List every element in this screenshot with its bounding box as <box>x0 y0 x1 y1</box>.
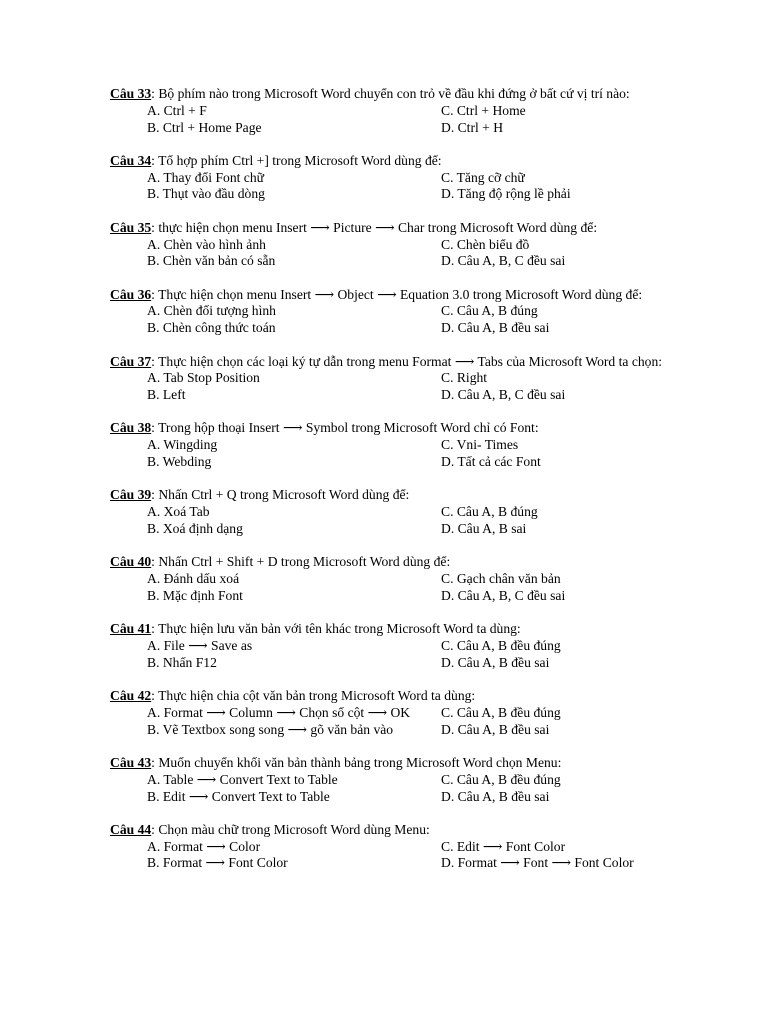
option-c: C. Right <box>441 370 488 386</box>
option-a: A. Format ⟶ Color <box>147 838 261 854</box>
question-stem <box>110 755 694 772</box>
question-number: Câu 43 <box>110 754 152 770</box>
question-number: Câu 37 <box>110 353 152 369</box>
option-d: D. Format ⟶ Font ⟶ Font Color <box>441 855 634 871</box>
question-number: Câu 38 <box>110 420 152 436</box>
answer-options <box>110 370 694 404</box>
question-stem <box>110 822 694 839</box>
option-b: B. Ctrl + Home Page <box>147 119 262 135</box>
answer-options <box>110 772 694 806</box>
question-stem <box>110 420 694 437</box>
option-a: A. Xoá Tab <box>147 504 210 520</box>
option-a: A. Chèn vào hình ảnh <box>147 236 266 252</box>
question-stem <box>110 688 694 705</box>
option-d: D. Tất cả các Font <box>441 454 541 470</box>
option-b: B. Mặc định Font <box>147 587 243 603</box>
question-number: Câu 39 <box>110 487 152 503</box>
answer-options <box>110 437 694 471</box>
option-d: D. Câu A, B, C đều sai <box>441 387 566 403</box>
question-text: : Tổ hợp phím Ctrl +] trong Microsoft Word dùng để: <box>151 152 442 168</box>
question-number: Câu 36 <box>110 286 152 302</box>
option-c: C. Câu A, B đúng <box>441 504 538 520</box>
question-37 <box>110 354 694 404</box>
option-c: C. Chèn biểu đồ <box>441 236 530 252</box>
question-35 <box>110 220 694 270</box>
question-stem <box>110 287 694 304</box>
answer-options <box>110 839 694 873</box>
option-d: D. Câu A, B đều sai <box>441 320 550 336</box>
question-number: Câu 42 <box>110 688 152 704</box>
question-number: Câu 33 <box>110 86 152 101</box>
option-c: C. Câu A, B đều đúng <box>441 637 561 653</box>
option-c: C. Câu A, B đúng <box>441 303 538 319</box>
question-text: : Bộ phím nào trong Microsoft Word chuyển con trỏ về đầu khi đứng ở bất cứ vị trí nào: <box>151 86 630 101</box>
option-b: B. Edit ⟶ Convert Text to Table <box>147 788 330 804</box>
question-stem <box>110 554 694 571</box>
option-a: A. Đánh dấu xoá <box>147 571 240 587</box>
answer-options <box>110 170 694 204</box>
question-stem <box>110 354 694 371</box>
question-41 <box>110 621 694 671</box>
question-stem <box>110 220 694 237</box>
option-c: C. Câu A, B đều đúng <box>441 704 561 720</box>
question-40 <box>110 554 694 604</box>
question-number: Câu 44 <box>110 821 152 837</box>
question-number: Câu 34 <box>110 152 152 168</box>
answer-options <box>110 103 694 137</box>
question-42 <box>110 688 694 738</box>
option-d: D. Câu A, B, C đều sai <box>441 253 566 269</box>
question-text: : Thực hiện chọn các loại ký tự dẫn trong menu Format ⟶ Tabs của Microsoft Word ta chọn: <box>151 353 663 369</box>
option-c: C. Tăng cỡ chữ <box>441 169 525 185</box>
answer-options <box>110 303 694 337</box>
option-d: D. Câu A, B đều sai <box>441 788 550 804</box>
answer-options <box>110 571 694 605</box>
option-b: B. Webding <box>147 454 212 470</box>
option-c: C. Câu A, B đều đúng <box>441 771 561 787</box>
option-a: A. Tab Stop Position <box>147 370 260 386</box>
question-34 <box>110 153 694 203</box>
question-number: Câu 40 <box>110 554 152 570</box>
question-stem <box>110 86 694 103</box>
question-text: : Thực hiện chọn menu Insert ⟶ Object ⟶ Equation 3.0 trong Microsoft Word dùng để: <box>151 286 643 302</box>
question-text: : Nhấn Ctrl + Shift + D trong Microsoft Word dùng để: <box>151 554 451 570</box>
question-44 <box>110 822 694 872</box>
answer-options <box>110 504 694 538</box>
option-a: A. Ctrl + F <box>147 102 207 118</box>
answer-options <box>110 638 694 672</box>
option-a: A. Thay đổi Font chữ <box>147 169 264 185</box>
option-b: B. Vẽ Textbox song song ⟶ gõ văn bản vào <box>147 721 394 737</box>
option-a: A. Wingding <box>147 437 218 453</box>
question-text: : thực hiện chọn menu Insert ⟶ Picture ⟶ Char trong Microsoft Word dùng để: <box>151 219 598 235</box>
option-c: C. Vni- Times <box>441 437 519 453</box>
question-number: Câu 35 <box>110 219 152 235</box>
question-text: : Muốn chuyển khối văn bản thành bảng trong Microsoft Word chọn Menu: <box>151 754 562 770</box>
question-stem <box>110 487 694 504</box>
option-b: B. Format ⟶ Font Color <box>147 855 288 871</box>
question-43 <box>110 755 694 805</box>
question-36 <box>110 287 694 337</box>
question-39 <box>110 487 694 537</box>
question-text: : Thực hiện chia cột văn bản trong Microsoft Word ta dùng: <box>151 688 476 704</box>
option-d: D. Ctrl + H <box>441 119 504 135</box>
question-stem <box>110 153 694 170</box>
option-a: A. Format ⟶ Column ⟶ Chọn số cột ⟶ OK <box>147 704 411 720</box>
question-text: : Thực hiện lưu văn bản với tên khác trong Microsoft Word ta dùng: <box>151 621 521 637</box>
answer-options <box>110 237 694 271</box>
option-d: D. Câu A, B đều sai <box>441 721 550 737</box>
question-38 <box>110 420 694 470</box>
question-text: : Chọn màu chữ trong Microsoft Word dùng Menu: <box>151 821 430 837</box>
option-d: D. Tăng độ rộng lề phải <box>441 186 571 202</box>
question-stem <box>110 621 694 638</box>
option-b: B. Chèn công thức toán <box>147 320 276 336</box>
question-text: : Trong hộp thoại Insert ⟶ Symbol trong Microsoft Word chỉ có Font: <box>151 420 539 436</box>
option-d: D. Câu A, B sai <box>441 520 527 536</box>
option-c: C. Edit ⟶ Font Color <box>441 838 566 854</box>
option-d: D. Câu A, B, C đều sai <box>441 587 566 603</box>
question-text: : Nhấn Ctrl + Q trong Microsoft Word dùng để: <box>151 487 410 503</box>
option-b: B. Chèn văn bản có sẵn <box>147 253 276 269</box>
option-a: A. File ⟶ Save as <box>147 637 253 653</box>
answer-options <box>110 705 694 739</box>
question-33 <box>110 86 694 136</box>
option-c: C. Ctrl + Home <box>441 102 526 118</box>
option-b: B. Left <box>147 387 186 403</box>
option-b: B. Xoá định dạng <box>147 520 243 536</box>
option-c: C. Gạch chân văn bản <box>441 571 561 587</box>
option-b: B. Thụt vào đầu dòng <box>147 186 265 202</box>
option-d: D. Câu A, B đều sai <box>441 654 550 670</box>
question-number: Câu 41 <box>110 621 152 637</box>
option-a: A. Table ⟶ Convert Text to Table <box>147 771 338 787</box>
option-a: A. Chèn đối tượng hình <box>147 303 276 319</box>
option-b: B. Nhấn F12 <box>147 654 217 670</box>
